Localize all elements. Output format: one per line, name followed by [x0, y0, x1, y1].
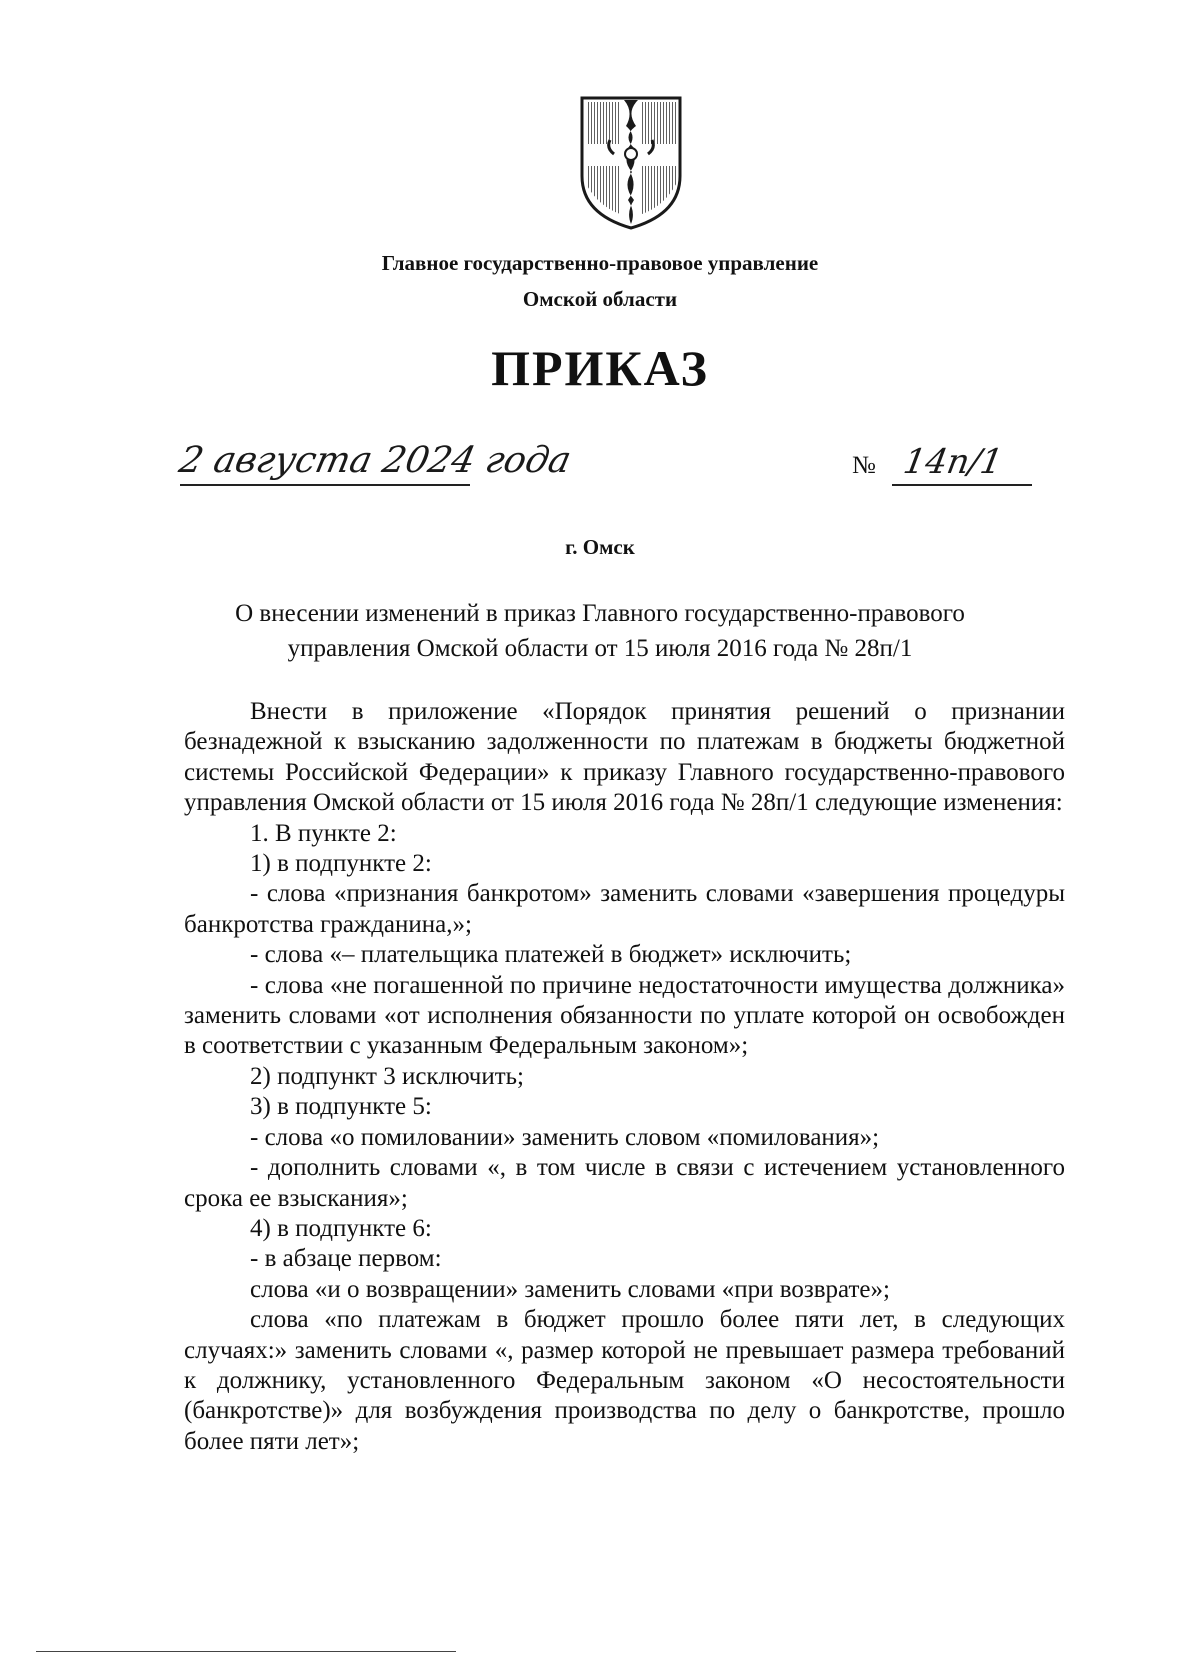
coat-of-arms-icon: [576, 92, 686, 232]
body-paragraph: 1) в подпункте 2:: [250, 850, 432, 878]
body-paragraph: 3) в подпункте 5:: [250, 1093, 432, 1121]
date-underline: [180, 484, 470, 486]
body-paragraph: - в абзаце первом:: [250, 1245, 442, 1273]
document-subject: [220, 596, 980, 666]
organization-name: Главное государственно-правовое управление: [381, 251, 819, 275]
organization-region: Омской области: [522, 287, 678, 311]
document-date: [175, 440, 575, 510]
body-paragraph: Внести в приложение «Порядок принятия решений о признании безнадежной к взысканию задолженности по платежам в бюджеты бюджетной системы Российской Федерации» к приказу Главного государственно-правового управления Омской области от 15 июля 2016 года № 28п/1 следующие изменения:: [184, 698, 1065, 817]
body-paragraph: - слова «– плательщика платежей в бюджет» исключить;: [250, 941, 852, 969]
body-paragraph: слова «и о возвращении» заменить словами «при возврате»;: [250, 1275, 890, 1303]
footer-rule: [36, 1651, 456, 1652]
body-paragraph: - слова «о помиловании» заменить словом «помилования»;: [250, 1123, 880, 1151]
body-paragraph: 2) подпункт 3 исключить;: [250, 1062, 524, 1090]
subject-line: О внесении изменений в приказ Главного государственно-правового: [235, 600, 965, 627]
body-paragraph: - слова «признания банкротом» заменить словами «завершения процедуры банкротства гражданина,»;: [184, 880, 1065, 938]
body-paragraph: 1. В пункте 2:: [250, 819, 397, 847]
body-paragraph: 4) в подпункте 6:: [250, 1214, 432, 1242]
handwritten-date: 2 августа 2024 года: [175, 440, 575, 481]
number-sign: №: [852, 452, 876, 479]
city-label: г. Омск: [565, 535, 635, 559]
subject-line: управления Омской области от 15 июля 2016 года № 28п/1: [287, 635, 913, 662]
body-paragraph: - слова «не погашенной по причине недостаточности имущества должника» заменить словами «от исполнения обязанности по уплате которой он освобожден в соответствии с указанным Федеральным законом»;: [184, 971, 1065, 1060]
document-number: [852, 442, 1052, 498]
body-paragraph: - дополнить словами «, в том числе в связи с истечением установленного срока ее взыскания»;: [184, 1154, 1065, 1212]
document-body: [184, 697, 1065, 1457]
handwritten-number: 14п/1: [900, 442, 1006, 482]
number-underline: [892, 484, 1032, 486]
body-paragraph: слова «по платежам в бюджет прошло более пяти лет, в следующих случаях:» заменить словами «, размер которой не превышает размера требований к должнику, установленного Федеральным законом «О несостоятельности (банкротстве)» для возбуждения производства по делу о банкротстве, прошло более пяти лет»;: [184, 1306, 1065, 1455]
document-type-title: ПРИКАЗ: [491, 340, 709, 396]
